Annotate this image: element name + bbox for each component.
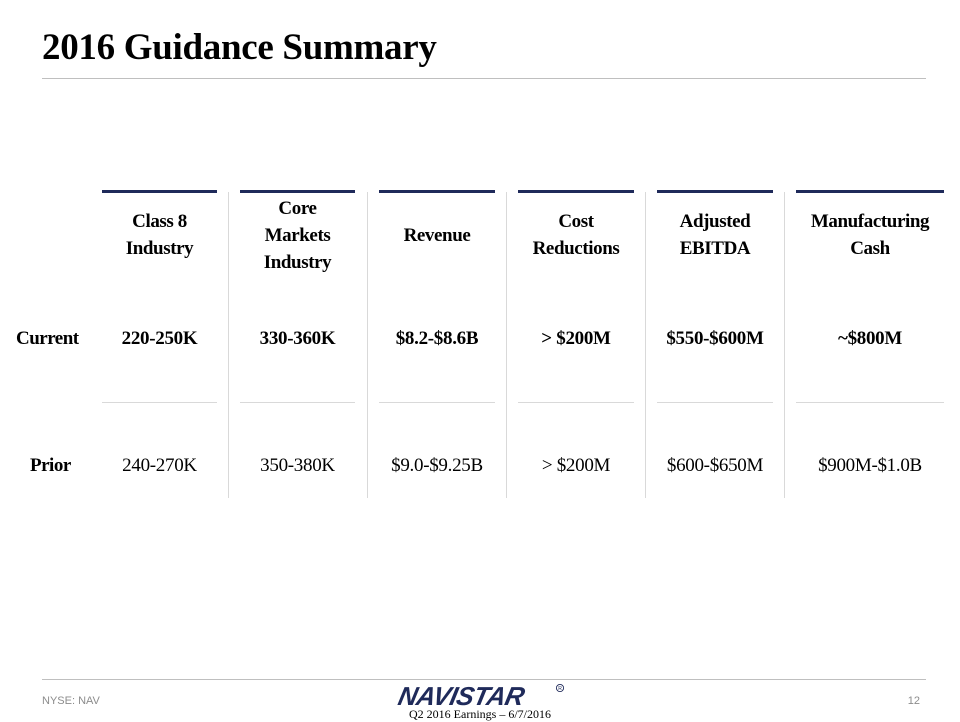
column-separator bbox=[645, 192, 646, 498]
row-separator bbox=[379, 402, 495, 403]
column-top-rule bbox=[796, 190, 944, 193]
table-cell: $9.0-$9.25B bbox=[391, 455, 483, 476]
table-cell: 350-380K bbox=[260, 455, 335, 476]
stock-ticker: NYSE: NAV bbox=[42, 695, 100, 707]
table-cell: > $200M bbox=[541, 455, 611, 476]
earnings-caption: Q2 2016 Earnings – 6/7/2016 bbox=[409, 707, 551, 721]
column-separator bbox=[784, 192, 785, 498]
row-label-current: Current bbox=[16, 328, 79, 349]
row-separator bbox=[518, 402, 634, 403]
row-separator bbox=[240, 402, 355, 403]
column-top-rule bbox=[102, 190, 217, 193]
footer-divider bbox=[42, 679, 926, 680]
logo-wordmark: NAVISTAR bbox=[396, 681, 527, 711]
column-top-rule bbox=[518, 190, 634, 193]
svg-text:R: R bbox=[558, 686, 562, 692]
column-top-rule bbox=[379, 190, 495, 193]
table-cell: > $200M bbox=[541, 328, 611, 349]
column-header-manufacturing-cash: Manufacturing Cash bbox=[810, 211, 930, 259]
column-header-adjusted-ebitda: Adjusted EBITDA bbox=[679, 211, 751, 259]
column-top-rule bbox=[657, 190, 773, 193]
column-separator bbox=[506, 192, 507, 498]
table-cell: 330-360K bbox=[259, 328, 336, 349]
row-separator bbox=[657, 402, 773, 403]
column-top-rule bbox=[240, 190, 355, 193]
column-header-core-markets: Core Markets Industry bbox=[263, 197, 332, 273]
table-cell: 220-250K bbox=[121, 328, 198, 349]
column-header-class8: Class 8 Industry bbox=[125, 211, 194, 259]
table-cell: ~$800M bbox=[837, 328, 902, 349]
column-header-cost-reductions: Cost Reductions bbox=[532, 211, 620, 259]
page-title: 2016 Guidance Summary bbox=[42, 27, 437, 68]
row-separator bbox=[796, 402, 944, 403]
table-cell: $600-$650M bbox=[666, 455, 764, 476]
column-separator bbox=[228, 192, 229, 498]
table-cell: 240-270K bbox=[122, 455, 197, 476]
row-separator bbox=[102, 402, 217, 403]
column-separator bbox=[367, 192, 368, 498]
table-cell: $8.2-$8.6B bbox=[395, 328, 479, 349]
title-divider bbox=[42, 78, 926, 79]
table-cell: $550-$600M bbox=[666, 328, 764, 349]
column-header-revenue: Revenue bbox=[403, 224, 471, 246]
page-number: 12 bbox=[907, 695, 920, 707]
table-cell: $900M-$1.0B bbox=[818, 455, 922, 476]
row-label-prior: Prior bbox=[30, 455, 71, 476]
